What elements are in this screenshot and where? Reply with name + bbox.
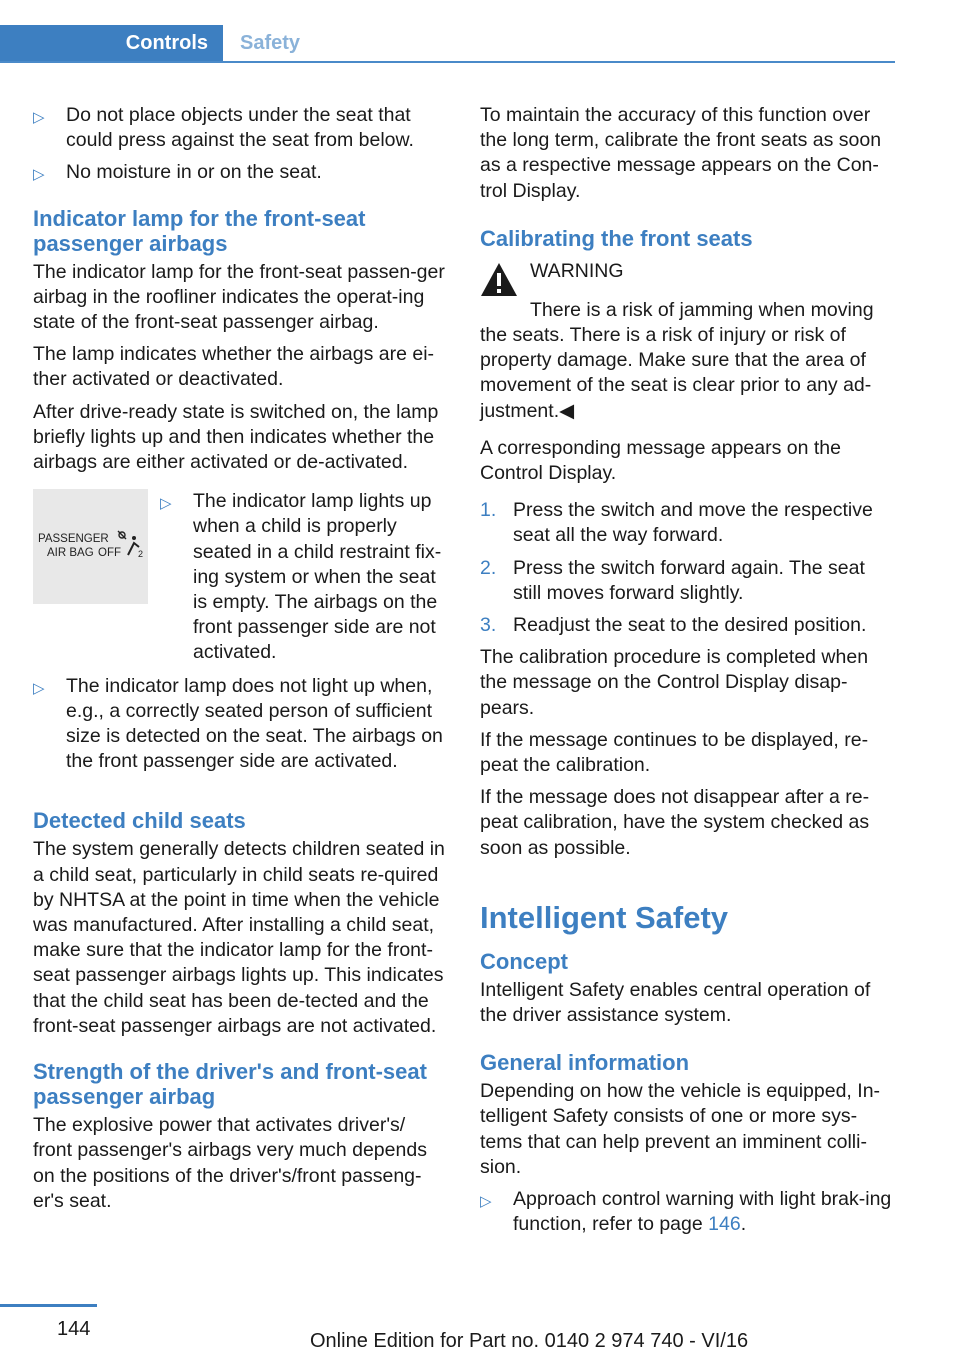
- paragraph: Intelligent Safety enables central operation of the driver assistance system.: [480, 978, 871, 1027]
- list-item-text: Do not place objects under the seat that could press against the seat from below.: [66, 104, 414, 152]
- list-item-text: No moisture in or on the seat.: [66, 161, 322, 184]
- image-label: OFF: [98, 547, 121, 560]
- list-item: [160, 489, 445, 665]
- step-number: 3.: [480, 614, 497, 637]
- heading-calibrating: Calibrating the front seats: [480, 225, 753, 251]
- triangle-bullet-icon: ▷: [160, 495, 172, 513]
- paragraph: The system generally detects children seated in a child seat, particularly in child seats re-quired by NHTSA at the point in time when the vehicle was manufactured. After installing a child seat, make sure that the indicator lamp for the front-seat passenger airbags lights up. This indicates that the child seat has been de-tected and the front-seat passenger airbags are not activated.: [33, 838, 445, 1037]
- svg-text:2: 2: [138, 549, 144, 560]
- paragraph: After drive-ready state is switched on, the lamp briefly lights up and then indicates whether the airbags are either activated or de-activated.: [33, 400, 439, 474]
- paragraph: The calibration procedure is completed when the message on the Control Display disap-pears.: [480, 646, 869, 719]
- warning-title: WARNING: [530, 259, 624, 282]
- list-item: [480, 556, 892, 606]
- edition-footer: Online Edition for Part no. 0140 2 974 740 - VI/16: [310, 1330, 749, 1352]
- page-reference-link[interactable]: 146: [708, 1213, 741, 1236]
- paragraph: The indicator lamp for the front-seat passen-ger airbag in the roofliner indicates the operat-ing state of the front-seat passenger airbag.: [33, 260, 445, 334]
- paragraph: To maintain the accuracy of this function over the long term, calibrate the front seats as soon as a respective message appears on the Con-trol Display.: [480, 104, 882, 202]
- heading-indicator-lamp: Indicator lamp for the front-seat passenger airbags: [33, 205, 366, 256]
- sentence-end: .: [740, 1213, 747, 1236]
- passenger-airbag-off-image: [33, 489, 148, 604]
- paragraph: The explosive power that activates driver's/ front passenger's airbags very much depends on the positions of the driver's/front passeng-er's seat.: [33, 1114, 427, 1212]
- paragraph: Depending on how the vehicle is equipped, In-telligent Safety consists of one or more sys-tems that can help prevent an imminent colli-sion.: [480, 1080, 881, 1178]
- left-column: [33, 103, 445, 1221]
- footer-accent-line: [0, 1304, 97, 1307]
- triangle-bullet-icon: ▷: [33, 109, 45, 126]
- image-label: PASSENGER: [38, 533, 109, 546]
- tab-controls[interactable]: Controls: [0, 25, 223, 61]
- triangle-bullet-icon: ▷: [480, 1193, 492, 1211]
- list-item: [480, 613, 892, 638]
- child-seat-airbag-icon: [115, 529, 145, 559]
- list-item-text: Press the switch and move the respective seat all the way forward.: [513, 499, 873, 547]
- list-item-text: Readjust the seat to the desired position.: [513, 614, 867, 637]
- approach-control-text: Approach control warning with light brak-ing function, refer to page: [513, 1188, 892, 1236]
- heading-airbag-strength: Strength of the driver's and front-seat passenger airbag: [33, 1059, 427, 1110]
- paragraph: If the message does not disappear after a re-peat calibration, have the system checked as soon as possible.: [480, 786, 870, 859]
- list-item: [33, 103, 445, 153]
- list-item: [33, 674, 445, 775]
- triangle-bullet-icon: ▷: [33, 679, 45, 697]
- list-item-text: Press the switch forward again. The seat still moves forward slightly.: [513, 556, 865, 604]
- triangle-bullet-icon: ▷: [33, 166, 45, 184]
- image-label: AIR BAG: [47, 547, 94, 560]
- warning-triangle-icon: [480, 262, 518, 298]
- warning-block: [480, 259, 892, 298]
- paragraph: If the message continues to be displayed, re-peat the calibration.: [480, 728, 869, 777]
- list-item: [480, 1187, 892, 1237]
- indicator-block: [33, 489, 445, 665]
- list-item: [33, 160, 445, 187]
- list-item-text: The indicator lamp does not light up when, e.g., a correctly seated person of sufficient size is detected on the seat. The airbags on the front passenger side are activated.: [66, 674, 443, 773]
- tab-safety[interactable]: Safety: [240, 31, 301, 54]
- step-number: 1.: [480, 499, 497, 522]
- paragraph: The lamp indicates whether the airbags are ei-ther activated or deactivated.: [33, 343, 435, 391]
- page-number: 144: [57, 1318, 91, 1340]
- list-item-text: The indicator lamp lights up when a child is properly seated in a child restraint fix-ing system or when the seat is empty. The airbags on the front passenger side are not activated.: [193, 490, 442, 664]
- heading-detected-child-seats: Detected child seats: [33, 808, 246, 834]
- right-column: [480, 103, 892, 1245]
- section-tabs: [0, 25, 895, 63]
- heading-general-information: General information: [480, 1050, 690, 1076]
- heading-intelligent-safety: Intelligent Safety: [480, 899, 729, 935]
- heading-concept: Concept: [480, 948, 568, 974]
- list-item: [480, 498, 892, 548]
- step-number: 2.: [480, 556, 497, 579]
- paragraph: A corresponding message appears on the Control Display.: [480, 436, 841, 485]
- warning-text: There is a risk of jamming when moving the seats. There is a risk of injury or risk of property damage. Make sure that the area of movement of the seat is clear prior to any ad-justment.◀: [480, 298, 874, 422]
- list-item-text: [513, 1187, 892, 1237]
